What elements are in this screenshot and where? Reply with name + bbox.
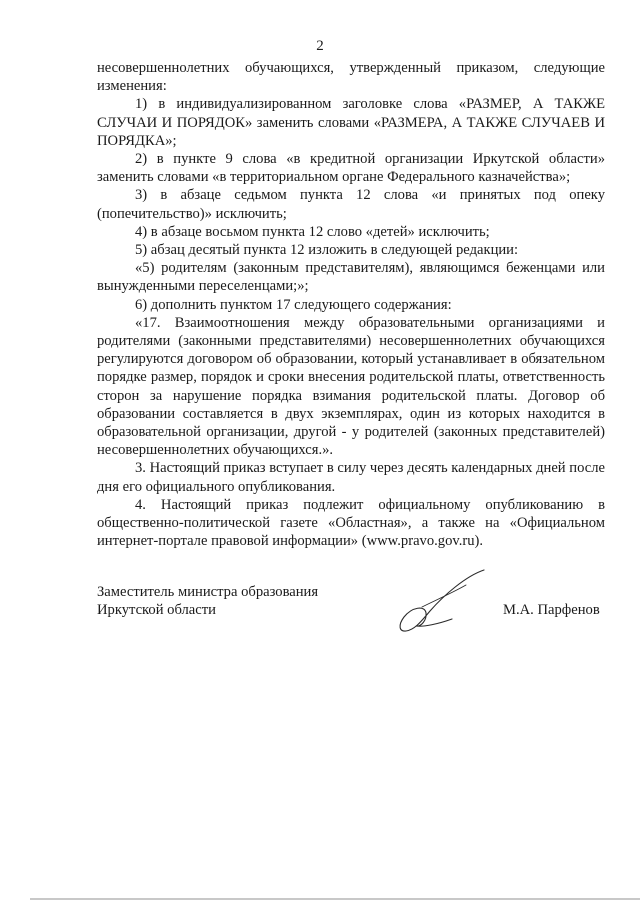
position-line: Заместитель министра образования [97, 584, 319, 600]
page-number: 2 [316, 38, 324, 54]
signer-name: М.А. Парфенов [503, 602, 600, 618]
paragraph: «5) родителям (законным представителям), являющимся беженцами или вынужденными переселенцами;»; [97, 260, 605, 295]
paragraph: 3. Настоящий приказ вступает в силу через десять календарных дней после дня его официального опубликования. [97, 460, 605, 495]
paragraph: 4. Настоящий приказ подлежит официальному опубликованию в общественно-политической газете «Областная», а также на «Официальном интернет-портале правовой информации» (www.pravo.gov.ru). [97, 496, 605, 550]
paragraph: 5) абзац десятый пункта 12 изложить в следующей редакции: [135, 242, 519, 259]
paragraph: 2) в пункте 9 слова «в кредитной организации Иркутской области» заменить словами «в территориальном органе Федерального казначейства»; [97, 151, 605, 186]
handwritten-signature-icon [392, 567, 492, 637]
body-text [97, 59, 605, 550]
paragraph: 4) в абзаце восьмом пункта 12 слово «детей» исключить; [135, 223, 490, 240]
paragraph: «17. Взаимоотношения между образовательными организациями и родителями (законными представителями) несовершеннолетних обучающихся регулируются договором об образовании, который устанавливает в обязательном порядке размер, порядок и сроки внесения родительской платы, ответственность сторон за нарушение порядка взимания родительской платы. Договор об образовании составляется в двух экземплярах, один из которых находится в образовательной организации, другой - у родителей (законных представителей) несовершеннолетних обучающихся.». [97, 314, 605, 459]
position-line: Иркутской области [97, 602, 216, 619]
paragraph: 6) дополнить пунктом 17 следующего содержания: [135, 296, 452, 313]
paragraph: 3) в абзаце седьмом пункта 12 слова «и принятых под опеку (попечительство)» исключить; [97, 187, 605, 222]
page-bottom-edge [30, 898, 640, 900]
paragraph: 1) в индивидуализированном заголовке слова «РАЗМЕР, А ТАКЖЕ СЛУЧАИ И ПОРЯДОК» заменить словами «РАЗМЕРА, А ТАКЖЕ СЛУЧАЕВ И ПОРЯДКА»; [97, 96, 605, 149]
signatory-position [97, 583, 318, 619]
paragraph: несовершеннолетних обучающихся, утвержденный приказом, следующие изменения: [97, 60, 605, 95]
